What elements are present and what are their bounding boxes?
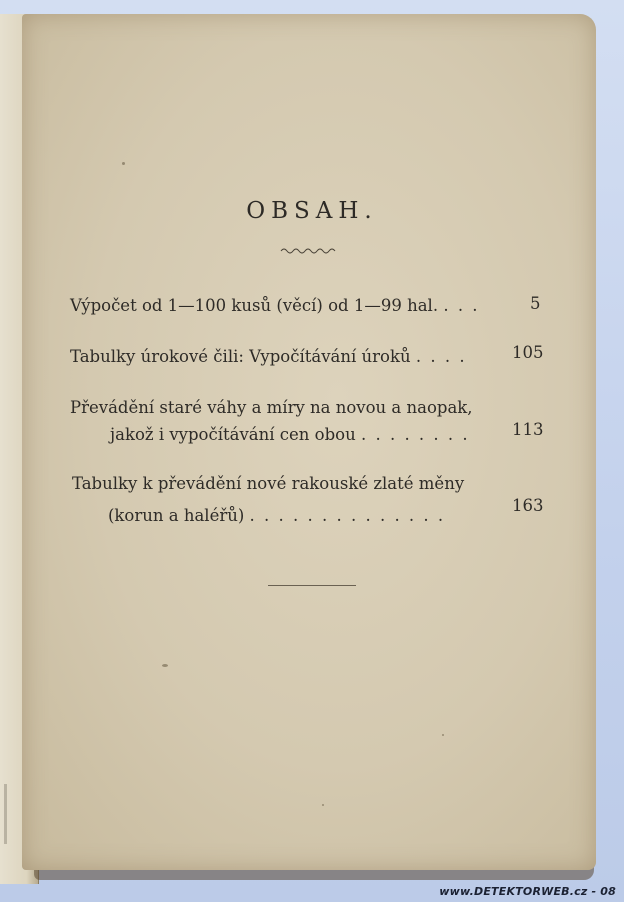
toc-entry-text: (korun a haléřů): [108, 506, 245, 525]
paper-speck: [122, 162, 125, 165]
dot-leader: . . . . . . . .: [360, 425, 470, 444]
toc-entry-currency-conversion: [72, 474, 464, 493]
toc-entry-text: Výpočet od 1—100 kusů (věcí) od 1—99 hal.: [70, 296, 439, 315]
dot-leader: . . . . . . . . . . . . . .: [249, 506, 446, 525]
toc-entry-text: Tabulky k převádění nové rakouské zlaté měny: [72, 474, 465, 493]
page-title: OBSAH.: [246, 198, 378, 224]
page-edge-mark: [4, 784, 7, 844]
paper-speck: [442, 734, 444, 736]
watermark: www.DETEKTORWEB.cz - 08: [439, 885, 616, 898]
toc-page-number: 105: [512, 343, 544, 362]
toc-entry-text: Převádění staré váhy a míry na novou a naopak,: [70, 398, 473, 417]
toc-entry-weights-conversion: [70, 398, 473, 417]
toc-entry-text: Tabulky úrokové čili: Vypočítávání úroků: [70, 347, 411, 366]
toc-entry-currency-conversion-cont: [108, 506, 445, 525]
toc-page-number: 5: [530, 294, 541, 313]
toc-entry-calculation: [70, 296, 480, 315]
toc-entry-text: jakož i vypočítávání cen obou: [110, 425, 356, 444]
dot-leader: . . . .: [415, 347, 467, 366]
paper-speck: [322, 804, 324, 806]
dot-leader: . . .: [443, 296, 480, 315]
toc-entry-interest-tables: [70, 347, 467, 366]
toc-page-number: 163: [512, 496, 544, 515]
paper-speck: [162, 664, 168, 667]
toc-entry-weights-conversion-cont: [110, 425, 470, 444]
toc-page-number: 113: [512, 420, 544, 439]
closing-rule: [268, 585, 356, 586]
title-ornament: [280, 246, 338, 256]
